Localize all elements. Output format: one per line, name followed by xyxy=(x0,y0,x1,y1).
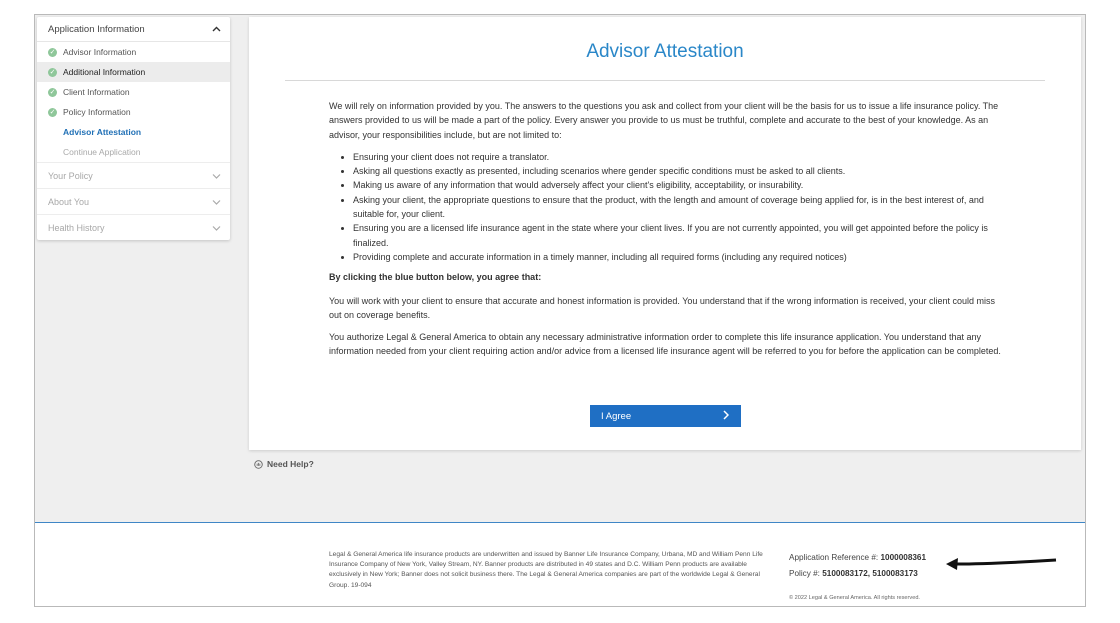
sidebar-section-your-policy[interactable] xyxy=(37,162,230,188)
chevron-up-icon xyxy=(212,24,221,34)
need-help-label: Need Help? xyxy=(267,459,314,469)
sidebar-section-label: Your Policy xyxy=(48,170,93,181)
sidebar-item-client-information[interactable] xyxy=(37,82,230,102)
title-divider xyxy=(285,80,1045,81)
sidebar-section-label: About You xyxy=(48,196,90,207)
chevron-down-icon xyxy=(212,223,221,233)
sidebar-item-advisor-information[interactable] xyxy=(37,42,230,62)
sidebar-item-label: Additional Information xyxy=(63,67,146,77)
agree-heading: By clicking the blue button below, you agree that: xyxy=(329,272,542,283)
policy-value: 5100083172, 5100083173 xyxy=(822,569,918,578)
hand-icon xyxy=(254,460,263,469)
sidebar-section-about-you[interactable] xyxy=(37,188,230,214)
chevron-right-icon xyxy=(723,410,729,423)
app-frame xyxy=(34,14,1086,607)
check-icon: ✓ xyxy=(49,68,56,76)
check-icon: ✓ xyxy=(49,48,56,56)
list-item: • Making us aware of any information that would adversely affect your client's eligibility, acceptability, or insurability. xyxy=(353,178,1001,192)
list-item: • Ensuring your client does not require a translator. xyxy=(353,150,1001,164)
sidebar-item-continue-application: Continue Application xyxy=(63,147,141,157)
agreement-paragraph-1: You will work with your client to ensure that accurate and honest information is provided. You understand that if the wrong information is received, your client could miss out on coverage benefits. xyxy=(329,295,996,320)
check-icon: ✓ xyxy=(49,88,56,96)
sidebar-item-policy-information[interactable] xyxy=(37,102,230,122)
intro-paragraph: We will rely on information provided by you. The answers to the questions you ask and collect from your client will be the basis for us to issue a life insurance policy. The answers provided to us will be made a part of the policy. Every answer you provide to us must be truthful, complete and accurate to the best of your knowledge. As an advisor, your responsibilities include, but are not limited to: xyxy=(329,101,999,140)
application-reference-label: Application Reference #: xyxy=(789,553,879,562)
sidebar-section-health-history[interactable] xyxy=(37,214,230,240)
attestation-content xyxy=(329,99,1001,367)
page-title: Advisor Attestation xyxy=(586,41,744,62)
list-item: • Ensuring you are a licensed life insurance agent in the state where your client lives. If you are not currently appointed, you will get appointed before the policy is finalized. xyxy=(353,221,1001,250)
copyright: © 2022 Legal & General America. All rights reserved. xyxy=(789,595,920,601)
application-reference-value: 1000008361 xyxy=(880,553,927,562)
policy-label: Policy #: xyxy=(789,569,820,578)
application-reference xyxy=(789,550,926,566)
responsibilities-list xyxy=(329,150,1001,264)
annotation-arrow-icon xyxy=(944,555,1060,573)
i-agree-button[interactable] xyxy=(590,405,741,427)
i-agree-label: I Agree xyxy=(601,410,632,422)
legal-disclaimer: Legal & General America life insurance products are underwritten and issued by Banner Life Insurance Company, Urbana, MD and William Penn Life Insurance Company of New York, Valley Stream, NY. Banner products are distributed in 49 states and D.C. William Penn products are available exclusively in New York; Banner does not solicit business there. The Legal & General America companies are part of the worldwide Legal & General Group. 19-094 xyxy=(329,551,763,589)
sidebar-item-additional-information[interactable] xyxy=(37,62,230,82)
need-help-link[interactable] xyxy=(254,459,314,469)
chevron-down-icon xyxy=(212,171,221,181)
sidebar-section-application-information[interactable] xyxy=(37,17,230,42)
sidebar-nav xyxy=(37,17,230,240)
policy-numbers xyxy=(789,566,926,582)
reference-numbers xyxy=(789,550,926,582)
sidebar-item-label: Advisor Information xyxy=(63,47,137,57)
list-item: • Providing complete and accurate information in a timely manner, including all required forms (including any required notices) xyxy=(353,250,1001,264)
sidebar-section-label: Health History xyxy=(48,222,105,233)
sidebar-item-label: Client Information xyxy=(63,87,130,97)
attestation-card xyxy=(249,17,1081,450)
list-item: • Asking all questions exactly as presented, including scenarios where gender specific conditions must be asked to all clients. xyxy=(353,164,1001,178)
check-icon: ✓ xyxy=(49,108,56,116)
sidebar-header-label: Application Information xyxy=(48,23,145,35)
footer xyxy=(35,522,1085,607)
list-item: • Asking your client, the appropriate questions to ensure that the product, with the length and amount of coverage being applied for, is in the best interest of, and suitable for, your client. xyxy=(353,193,1001,222)
sidebar-item-advisor-attestation[interactable]: Advisor Attestation xyxy=(63,127,142,137)
chevron-down-icon xyxy=(212,197,221,207)
sidebar-item-label: Policy Information xyxy=(63,107,131,117)
agreement-paragraph-2: You authorize Legal & General America to obtain any necessary administrative information order to complete this life insurance application. You understand that any information needed from your client requiring action and/or advice from a licensed life insurance agent will be referred to you for before the application can be completed. xyxy=(329,332,1001,357)
